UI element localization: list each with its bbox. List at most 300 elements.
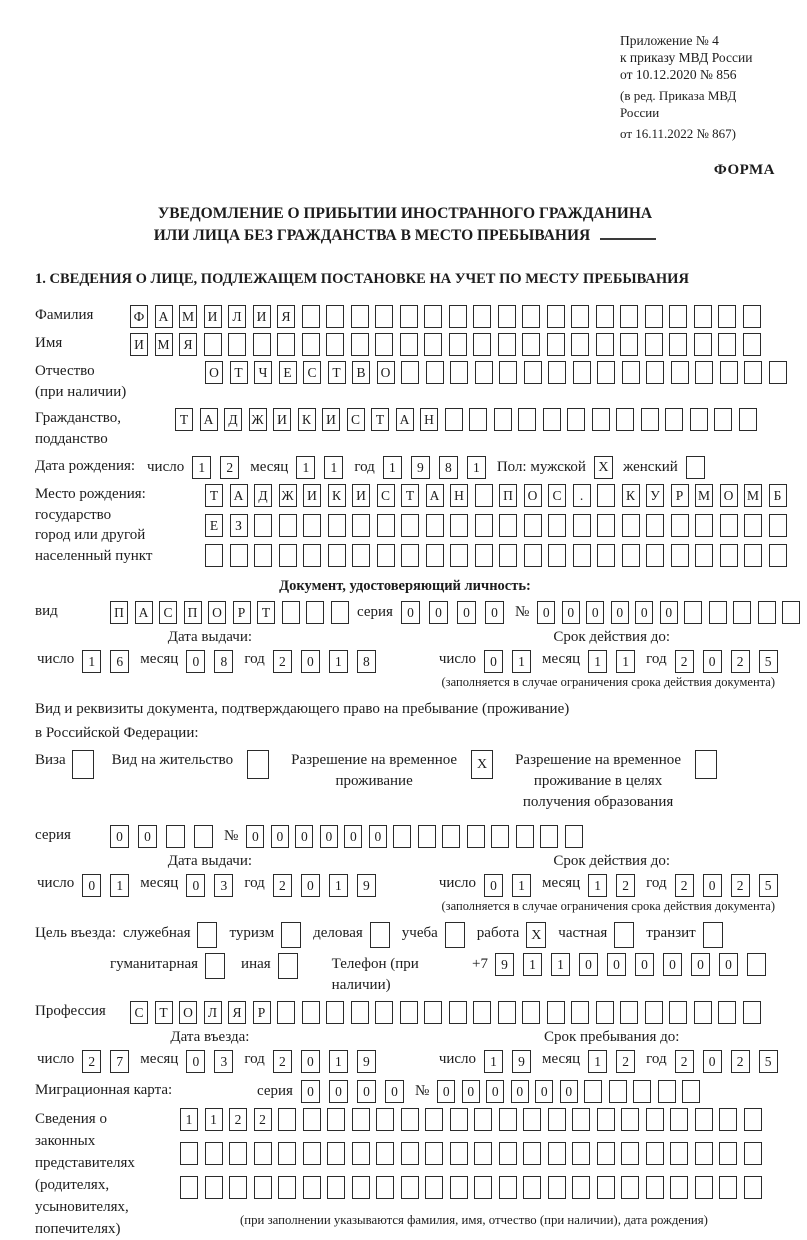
char-cell[interactable] — [375, 1001, 393, 1024]
char-cell[interactable] — [303, 1176, 321, 1199]
char-cell[interactable] — [548, 361, 566, 384]
char-cell[interactable] — [475, 484, 493, 507]
char-cell[interactable] — [743, 1001, 761, 1024]
temp-residence-checkbox[interactable]: X — [471, 750, 493, 779]
char-cell[interactable] — [498, 305, 516, 328]
char-cell[interactable]: Т — [175, 408, 193, 431]
char-cell[interactable] — [442, 825, 460, 848]
char-cell[interactable] — [684, 601, 702, 624]
char-cell[interactable] — [694, 333, 712, 356]
char-cell[interactable] — [548, 544, 566, 567]
char-cell[interactable]: Е — [279, 361, 297, 384]
char-cell[interactable] — [278, 1142, 296, 1165]
char-cell[interactable] — [548, 1108, 566, 1131]
char-cell[interactable] — [376, 1142, 394, 1165]
char-cell[interactable]: 3 — [214, 1050, 233, 1073]
char-cell[interactable]: 2 — [616, 874, 635, 897]
char-cell[interactable] — [303, 1142, 321, 1165]
char-cell[interactable]: 2 — [731, 1050, 750, 1073]
char-cell[interactable]: Ф — [130, 305, 148, 328]
char-cell[interactable] — [425, 1176, 443, 1199]
char-cell[interactable]: 3 — [214, 874, 233, 897]
char-cell[interactable]: 1 — [82, 650, 101, 673]
char-cell[interactable]: 0 — [703, 1050, 722, 1073]
char-cell[interactable] — [450, 1108, 468, 1131]
purpose-other-checkbox[interactable] — [278, 953, 298, 979]
char-cell[interactable] — [499, 1176, 517, 1199]
char-cell[interactable] — [491, 825, 509, 848]
char-cell[interactable]: 0 — [344, 825, 362, 848]
char-cell[interactable] — [180, 1176, 198, 1199]
char-cell[interactable]: 0 — [385, 1080, 404, 1103]
char-cell[interactable]: 1 — [329, 874, 348, 897]
char-cell[interactable] — [646, 514, 664, 537]
char-cell[interactable] — [720, 361, 738, 384]
char-cell[interactable] — [646, 1108, 664, 1131]
char-cell[interactable] — [475, 544, 493, 567]
char-cell[interactable] — [424, 1001, 442, 1024]
char-cell[interactable] — [621, 1142, 639, 1165]
char-cell[interactable] — [597, 1176, 615, 1199]
char-cell[interactable] — [449, 333, 467, 356]
char-cell[interactable]: 1 — [616, 650, 635, 673]
char-cell[interactable]: Д — [254, 484, 272, 507]
char-cell[interactable] — [449, 305, 467, 328]
char-cell[interactable]: 1 — [383, 456, 402, 479]
char-cell[interactable] — [621, 1108, 639, 1131]
char-cell[interactable] — [426, 361, 444, 384]
purpose-commercial-checkbox[interactable] — [370, 922, 390, 948]
char-cell[interactable]: Р — [233, 601, 251, 624]
char-cell[interactable]: 1 — [551, 953, 570, 976]
char-cell[interactable] — [694, 1001, 712, 1024]
char-cell[interactable] — [279, 514, 297, 537]
char-cell[interactable] — [622, 514, 640, 537]
char-cell[interactable] — [400, 1001, 418, 1024]
purpose-transit-checkbox[interactable] — [703, 922, 723, 948]
char-cell[interactable] — [719, 1176, 737, 1199]
char-cell[interactable]: И — [352, 484, 370, 507]
char-cell[interactable] — [254, 1142, 272, 1165]
char-cell[interactable] — [352, 544, 370, 567]
char-cell[interactable] — [302, 1001, 320, 1024]
char-cell[interactable] — [597, 514, 615, 537]
char-cell[interactable] — [744, 514, 762, 537]
char-cell[interactable]: 1 — [523, 953, 542, 976]
char-cell[interactable] — [351, 305, 369, 328]
char-cell[interactable]: С — [548, 484, 566, 507]
char-cell[interactable]: 1 — [296, 456, 315, 479]
char-cell[interactable] — [401, 514, 419, 537]
char-cell[interactable] — [571, 333, 589, 356]
char-cell[interactable] — [543, 408, 561, 431]
char-cell[interactable] — [548, 1176, 566, 1199]
char-cell[interactable]: 0 — [719, 953, 738, 976]
char-cell[interactable]: 0 — [110, 825, 129, 848]
char-cell[interactable]: 0 — [485, 601, 504, 624]
char-cell[interactable] — [475, 514, 493, 537]
char-cell[interactable] — [499, 361, 517, 384]
char-cell[interactable] — [450, 361, 468, 384]
char-cell[interactable] — [277, 333, 295, 356]
char-cell[interactable]: Р — [253, 1001, 271, 1024]
char-cell[interactable]: П — [499, 484, 517, 507]
char-cell[interactable] — [352, 1142, 370, 1165]
char-cell[interactable] — [303, 1108, 321, 1131]
char-cell[interactable] — [473, 1001, 491, 1024]
char-cell[interactable] — [499, 514, 517, 537]
char-cell[interactable]: 2 — [675, 650, 694, 673]
char-cell[interactable]: Л — [228, 305, 246, 328]
char-cell[interactable] — [547, 333, 565, 356]
char-cell[interactable] — [498, 1001, 516, 1024]
char-cell[interactable]: 1 — [512, 874, 531, 897]
char-cell[interactable] — [572, 1142, 590, 1165]
char-cell[interactable]: В — [352, 361, 370, 384]
char-cell[interactable] — [426, 544, 444, 567]
char-cell[interactable] — [351, 333, 369, 356]
char-cell[interactable]: М — [179, 305, 197, 328]
char-cell[interactable]: 2 — [731, 874, 750, 897]
char-cell[interactable]: С — [347, 408, 365, 431]
char-cell[interactable]: 9 — [411, 456, 430, 479]
char-cell[interactable] — [671, 514, 689, 537]
char-cell[interactable] — [376, 1108, 394, 1131]
char-cell[interactable]: 0 — [586, 601, 604, 624]
char-cell[interactable]: 0 — [484, 874, 503, 897]
char-cell[interactable] — [474, 1142, 492, 1165]
char-cell[interactable]: О — [205, 361, 223, 384]
char-cell[interactable] — [328, 514, 346, 537]
char-cell[interactable] — [523, 1108, 541, 1131]
char-cell[interactable] — [573, 361, 591, 384]
char-cell[interactable] — [633, 1080, 651, 1103]
char-cell[interactable]: 0 — [186, 1050, 205, 1073]
char-cell[interactable]: 0 — [457, 601, 476, 624]
char-cell[interactable] — [670, 1142, 688, 1165]
char-cell[interactable]: Ч — [254, 361, 272, 384]
sex-male-checkbox[interactable]: X — [594, 456, 613, 479]
char-cell[interactable]: 0 — [703, 650, 722, 673]
char-cell[interactable] — [609, 1080, 627, 1103]
char-cell[interactable]: Я — [179, 333, 197, 356]
char-cell[interactable]: 8 — [357, 650, 376, 673]
char-cell[interactable] — [670, 1108, 688, 1131]
char-cell[interactable] — [718, 1001, 736, 1024]
char-cell[interactable] — [565, 825, 583, 848]
char-cell[interactable] — [499, 1108, 517, 1131]
char-cell[interactable]: И — [130, 333, 148, 356]
char-cell[interactable] — [424, 305, 442, 328]
char-cell[interactable] — [254, 514, 272, 537]
char-cell[interactable] — [469, 408, 487, 431]
char-cell[interactable] — [230, 544, 248, 567]
char-cell[interactable]: 0 — [660, 601, 678, 624]
char-cell[interactable] — [547, 305, 565, 328]
char-cell[interactable] — [425, 1142, 443, 1165]
char-cell[interactable] — [646, 361, 664, 384]
char-cell[interactable]: 0 — [535, 1080, 553, 1103]
char-cell[interactable] — [669, 333, 687, 356]
char-cell[interactable] — [352, 514, 370, 537]
char-cell[interactable] — [758, 601, 776, 624]
char-cell[interactable] — [747, 953, 766, 976]
char-cell[interactable] — [205, 544, 223, 567]
char-cell[interactable] — [518, 408, 536, 431]
char-cell[interactable]: 1 — [512, 650, 531, 673]
char-cell[interactable] — [449, 1001, 467, 1024]
char-cell[interactable]: 2 — [731, 650, 750, 673]
char-cell[interactable] — [303, 514, 321, 537]
char-cell[interactable] — [277, 1001, 295, 1024]
char-cell[interactable] — [254, 1176, 272, 1199]
char-cell[interactable]: К — [328, 484, 346, 507]
char-cell[interactable]: У — [646, 484, 664, 507]
char-cell[interactable] — [744, 1142, 762, 1165]
char-cell[interactable]: 0 — [295, 825, 313, 848]
char-cell[interactable]: 0 — [301, 650, 320, 673]
char-cell[interactable]: М — [155, 333, 173, 356]
char-cell[interactable]: 0 — [186, 650, 205, 673]
char-cell[interactable]: 7 — [110, 1050, 129, 1073]
char-cell[interactable]: 0 — [635, 953, 654, 976]
char-cell[interactable] — [592, 408, 610, 431]
char-cell[interactable]: Т — [371, 408, 389, 431]
char-cell[interactable]: 5 — [759, 650, 778, 673]
char-cell[interactable]: А — [155, 305, 173, 328]
char-cell[interactable]: 5 — [759, 874, 778, 897]
char-cell[interactable]: С — [303, 361, 321, 384]
char-cell[interactable] — [719, 1142, 737, 1165]
purpose-work-checkbox[interactable]: X — [526, 922, 546, 948]
char-cell[interactable]: 0 — [663, 953, 682, 976]
char-cell[interactable]: А — [200, 408, 218, 431]
char-cell[interactable]: 0 — [82, 874, 101, 897]
char-cell[interactable]: И — [204, 305, 222, 328]
char-cell[interactable]: Я — [228, 1001, 246, 1024]
char-cell[interactable] — [401, 544, 419, 567]
char-cell[interactable]: 0 — [357, 1080, 376, 1103]
char-cell[interactable] — [620, 333, 638, 356]
char-cell[interactable] — [572, 1176, 590, 1199]
char-cell[interactable]: 1 — [324, 456, 343, 479]
char-cell[interactable] — [326, 333, 344, 356]
char-cell[interactable] — [744, 1108, 762, 1131]
char-cell[interactable]: Б — [769, 484, 787, 507]
char-cell[interactable] — [597, 1108, 615, 1131]
char-cell[interactable] — [523, 1142, 541, 1165]
char-cell[interactable] — [401, 361, 419, 384]
char-cell[interactable] — [194, 825, 213, 848]
char-cell[interactable]: О — [179, 1001, 197, 1024]
char-cell[interactable]: 0 — [138, 825, 157, 848]
char-cell[interactable]: 2 — [675, 1050, 694, 1073]
char-cell[interactable] — [641, 408, 659, 431]
char-cell[interactable] — [571, 1001, 589, 1024]
char-cell[interactable]: Я — [277, 305, 295, 328]
char-cell[interactable] — [326, 305, 344, 328]
char-cell[interactable] — [278, 1176, 296, 1199]
char-cell[interactable]: 2 — [675, 874, 694, 897]
char-cell[interactable]: 1 — [192, 456, 211, 479]
char-cell[interactable]: П — [184, 601, 202, 624]
char-cell[interactable]: 1 — [180, 1108, 198, 1131]
char-cell[interactable] — [450, 1176, 468, 1199]
char-cell[interactable] — [473, 333, 491, 356]
char-cell[interactable] — [597, 544, 615, 567]
char-cell[interactable]: 0 — [611, 601, 629, 624]
char-cell[interactable] — [572, 1108, 590, 1131]
char-cell[interactable] — [567, 408, 585, 431]
char-cell[interactable]: К — [622, 484, 640, 507]
char-cell[interactable] — [376, 1176, 394, 1199]
char-cell[interactable] — [474, 1176, 492, 1199]
char-cell[interactable] — [571, 305, 589, 328]
char-cell[interactable] — [205, 1176, 223, 1199]
char-cell[interactable] — [351, 1001, 369, 1024]
char-cell[interactable]: 0 — [635, 601, 653, 624]
char-cell[interactable]: Т — [328, 361, 346, 384]
char-cell[interactable] — [744, 361, 762, 384]
char-cell[interactable]: 0 — [320, 825, 338, 848]
char-cell[interactable]: 9 — [357, 1050, 376, 1073]
char-cell[interactable] — [393, 825, 411, 848]
char-cell[interactable] — [769, 361, 787, 384]
char-cell[interactable] — [375, 333, 393, 356]
char-cell[interactable]: 1 — [205, 1108, 223, 1131]
char-cell[interactable]: О — [524, 484, 542, 507]
char-cell[interactable]: 2 — [229, 1108, 247, 1131]
char-cell[interactable] — [670, 1176, 688, 1199]
char-cell[interactable] — [682, 1080, 700, 1103]
char-cell[interactable] — [426, 514, 444, 537]
char-cell[interactable] — [377, 514, 395, 537]
char-cell[interactable] — [279, 544, 297, 567]
char-cell[interactable] — [303, 544, 321, 567]
char-cell[interactable]: 5 — [759, 1050, 778, 1073]
char-cell[interactable]: 0 — [369, 825, 387, 848]
char-cell[interactable]: Н — [450, 484, 468, 507]
char-cell[interactable] — [327, 1142, 345, 1165]
char-cell[interactable]: 2 — [82, 1050, 101, 1073]
char-cell[interactable] — [584, 1080, 602, 1103]
char-cell[interactable] — [597, 484, 615, 507]
char-cell[interactable]: А — [396, 408, 414, 431]
char-cell[interactable]: Т — [230, 361, 248, 384]
char-cell[interactable] — [450, 544, 468, 567]
char-cell[interactable] — [540, 825, 558, 848]
char-cell[interactable] — [622, 361, 640, 384]
char-cell[interactable] — [739, 408, 757, 431]
char-cell[interactable]: 0 — [301, 1050, 320, 1073]
purpose-private-checkbox[interactable] — [614, 922, 634, 948]
char-cell[interactable] — [425, 1108, 443, 1131]
char-cell[interactable]: 0 — [511, 1080, 529, 1103]
char-cell[interactable] — [646, 1176, 664, 1199]
char-cell[interactable] — [720, 514, 738, 537]
char-cell[interactable] — [327, 1108, 345, 1131]
char-cell[interactable] — [494, 408, 512, 431]
char-cell[interactable]: 1 — [329, 1050, 348, 1073]
char-cell[interactable]: 0 — [271, 825, 289, 848]
char-cell[interactable] — [646, 544, 664, 567]
char-cell[interactable] — [596, 305, 614, 328]
char-cell[interactable] — [573, 514, 591, 537]
char-cell[interactable]: 9 — [512, 1050, 531, 1073]
char-cell[interactable] — [597, 361, 615, 384]
char-cell[interactable] — [596, 333, 614, 356]
char-cell[interactable] — [522, 333, 540, 356]
char-cell[interactable]: 1 — [110, 874, 129, 897]
char-cell[interactable] — [229, 1176, 247, 1199]
char-cell[interactable] — [646, 1142, 664, 1165]
char-cell[interactable] — [377, 544, 395, 567]
char-cell[interactable] — [327, 1176, 345, 1199]
char-cell[interactable] — [445, 408, 463, 431]
char-cell[interactable]: Ж — [249, 408, 267, 431]
char-cell[interactable] — [524, 514, 542, 537]
char-cell[interactable]: 0 — [537, 601, 555, 624]
char-cell[interactable] — [331, 601, 349, 624]
char-cell[interactable]: И — [322, 408, 340, 431]
char-cell[interactable] — [180, 1142, 198, 1165]
char-cell[interactable]: 0 — [579, 953, 598, 976]
char-cell[interactable] — [658, 1080, 676, 1103]
char-cell[interactable]: 0 — [703, 874, 722, 897]
char-cell[interactable]: 8 — [214, 650, 233, 673]
char-cell[interactable]: А — [230, 484, 248, 507]
char-cell[interactable] — [522, 305, 540, 328]
char-cell[interactable]: Р — [671, 484, 689, 507]
char-cell[interactable] — [733, 601, 751, 624]
char-cell[interactable]: М — [744, 484, 762, 507]
char-cell[interactable] — [645, 1001, 663, 1024]
char-cell[interactable] — [278, 1108, 296, 1131]
char-cell[interactable] — [690, 408, 708, 431]
char-cell[interactable] — [695, 544, 713, 567]
char-cell[interactable]: Д — [224, 408, 242, 431]
char-cell[interactable] — [401, 1142, 419, 1165]
char-cell[interactable]: И — [273, 408, 291, 431]
char-cell[interactable] — [400, 305, 418, 328]
char-cell[interactable] — [254, 544, 272, 567]
char-cell[interactable]: . — [573, 484, 591, 507]
char-cell[interactable] — [418, 825, 436, 848]
char-cell[interactable]: 0 — [562, 601, 580, 624]
char-cell[interactable]: 0 — [301, 874, 320, 897]
char-cell[interactable] — [622, 544, 640, 567]
char-cell[interactable]: 0 — [560, 1080, 578, 1103]
char-cell[interactable]: Т — [257, 601, 275, 624]
char-cell[interactable]: 0 — [484, 650, 503, 673]
char-cell[interactable] — [695, 361, 713, 384]
char-cell[interactable] — [645, 333, 663, 356]
char-cell[interactable]: 1 — [588, 1050, 607, 1073]
char-cell[interactable] — [473, 305, 491, 328]
char-cell[interactable] — [499, 1142, 517, 1165]
char-cell[interactable]: 0 — [462, 1080, 480, 1103]
char-cell[interactable]: 1 — [484, 1050, 503, 1073]
char-cell[interactable]: 9 — [357, 874, 376, 897]
char-cell[interactable]: С — [159, 601, 177, 624]
char-cell[interactable] — [498, 333, 516, 356]
char-cell[interactable]: 1 — [588, 874, 607, 897]
char-cell[interactable] — [229, 1142, 247, 1165]
char-cell[interactable]: 0 — [301, 1080, 320, 1103]
char-cell[interactable] — [573, 544, 591, 567]
char-cell[interactable] — [769, 514, 787, 537]
char-cell[interactable]: 1 — [329, 650, 348, 673]
